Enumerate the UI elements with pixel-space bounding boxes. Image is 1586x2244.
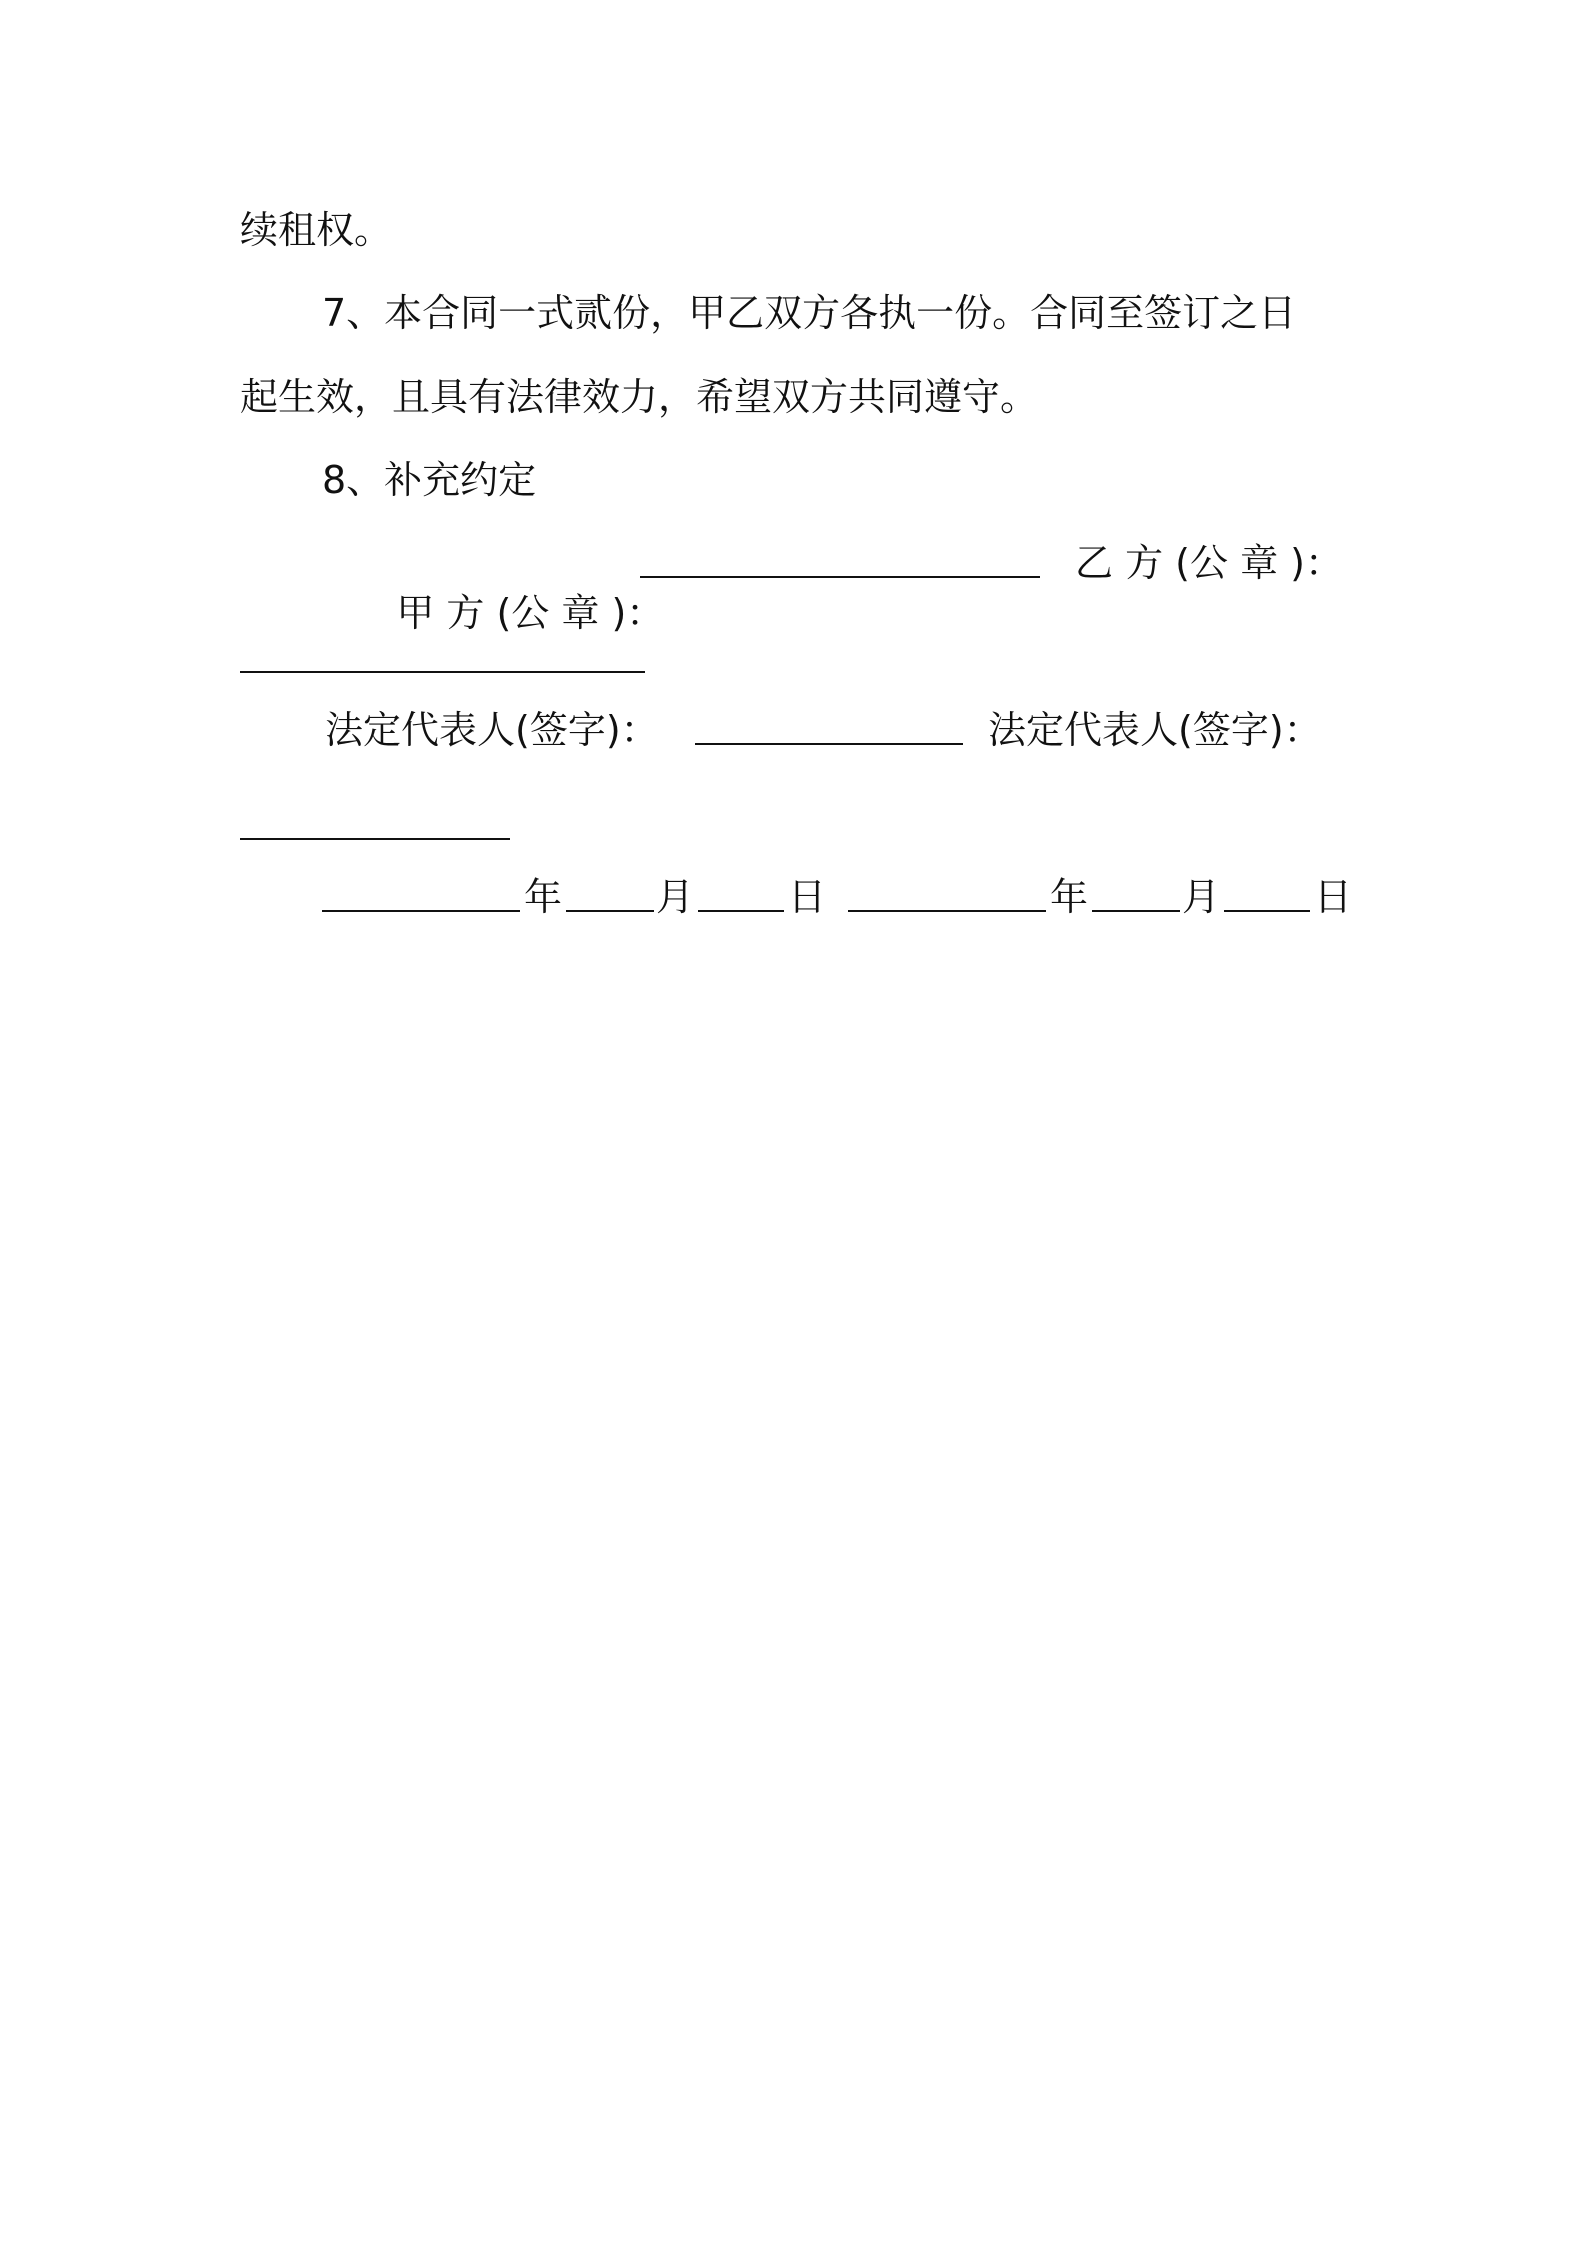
- date-a-day-label: 日: [788, 875, 827, 919]
- text-line-4: 8、补充约定: [322, 458, 537, 502]
- text-line-2: 7、本合同一式贰份，甲乙双方各执一份。合同至签订之日: [322, 291, 1297, 335]
- date-b-month-blank: [1092, 910, 1180, 912]
- rep-b-label: 法定代表人(签字)：: [988, 708, 1322, 752]
- date-b-year-blank: [848, 910, 1046, 912]
- text-line-3: 起生效，且具有法律效力，希望双方共同遵守。: [240, 375, 1039, 419]
- date-a-year-blank: [322, 910, 520, 912]
- date-b-month-label: 月: [1182, 875, 1221, 919]
- date-b-year-label: 年: [1050, 875, 1089, 919]
- text-line-1: 续租权。: [240, 208, 393, 252]
- party-a-seal-row: [348, 538, 664, 688]
- date-a-month-label: 月: [656, 875, 695, 919]
- date-a-month-blank: [566, 910, 654, 912]
- date-b-day-label: 日: [1314, 875, 1353, 919]
- party-b-seal-blank: [240, 671, 645, 673]
- date-a-year-label: 年: [524, 875, 563, 919]
- rep-b-blank: [240, 838, 510, 840]
- party-a-seal-blank: [640, 576, 1040, 578]
- date-a-day-blank: [698, 910, 784, 912]
- rep-a-label: 法定代表人(签字)：: [325, 708, 659, 752]
- rep-a-blank: [695, 743, 963, 745]
- party-a-seal-label: 甲 方 (公 章 )：: [396, 591, 665, 635]
- party-b-seal-label: 乙 方 (公 章 )：: [1075, 541, 1343, 585]
- date-b-day-blank: [1224, 910, 1310, 912]
